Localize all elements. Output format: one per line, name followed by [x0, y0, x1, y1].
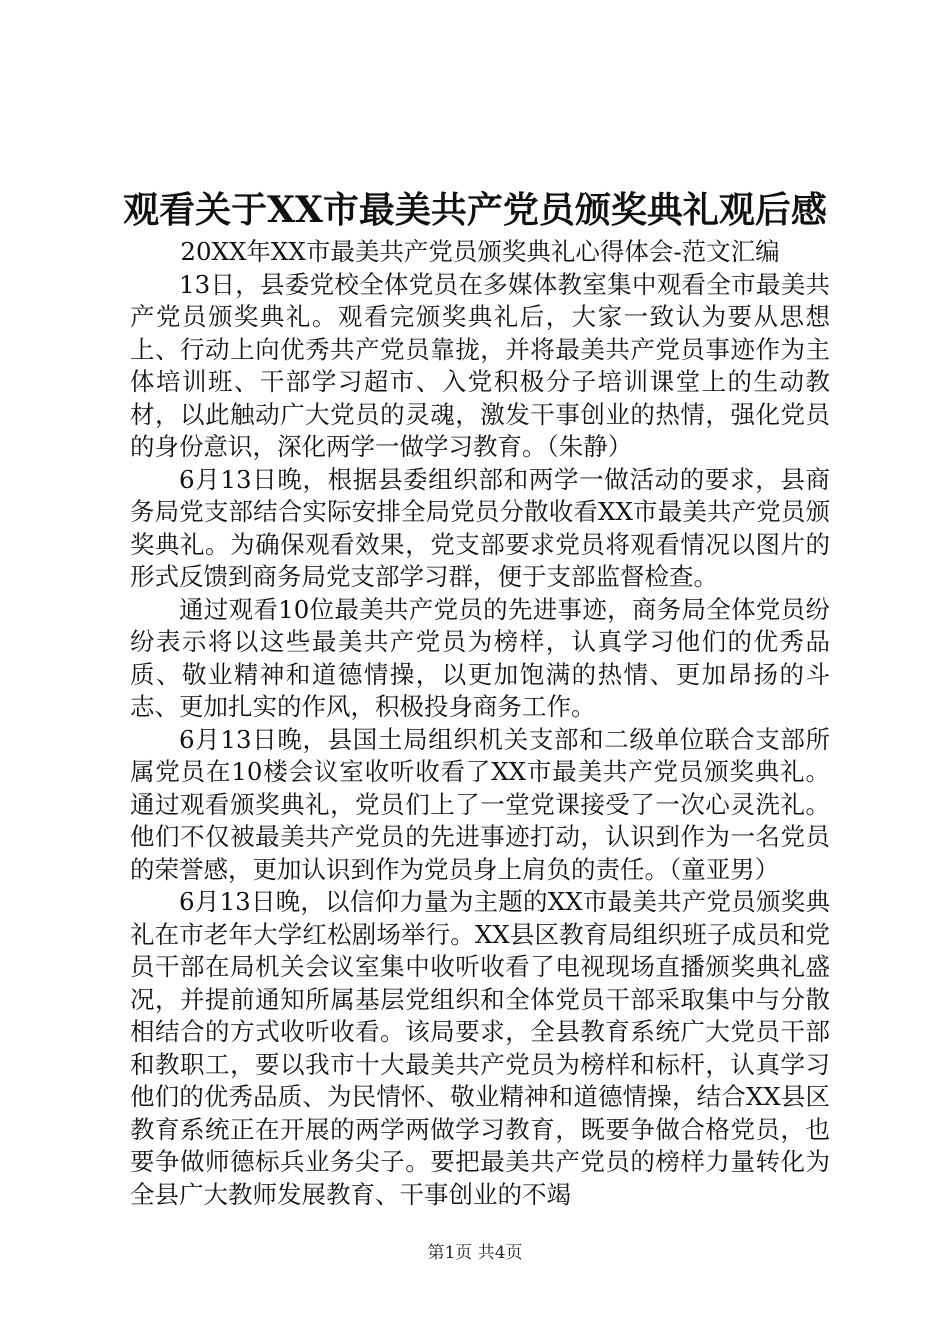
document-title: 观看关于XX市最美共产党员颁奖典礼观后感 — [123, 189, 827, 231]
paragraph-3: 通过观看10位最美共产党员的先进事迹，商务局全体党员纷纷表示将以这些最美共产党员为榜样，认真学习他们的优秀品质、敬业精神和道德情操，以更加饱满的热情、更加昂扬的斗志、更加扎实的作风，积极投身商务工作。 — [130, 594, 830, 721]
document-body — [130, 236, 830, 1211]
paragraph-1: 13日，县委党校全体党员在多媒体教室集中观看全市最美共产党员颁奖典礼。观看完颁奖典礼后，大家一致认为要从思想上、行动上向优秀共产党员靠拢，并将最美共产党员事迹作为主体培训班、干部学习超市、入党积极分子培训课堂上的生动教材，以此触动广大党员的灵魂，激发干事创业的热情，强化党员的身份意识，深化两学一做学习教育。（朱静） — [130, 269, 830, 461]
page-number-footer: 第1页 共4页 — [427, 1243, 523, 1263]
paragraph-2: 6月13日晚，根据县委组织部和两学一做活动的要求，县商务局党支部结合实际安排全局党员分散收看XX市最美共产党员颁奖典礼。为确保观看效果，党支部要求党员将观看情况以图片的形式反馈到商务局党支部学习群，便于支部监督检查。 — [130, 464, 830, 591]
paragraph-4: 6月13日晚，县国土局组织机关支部和二级单位联合支部所属党员在10楼会议室收听收看了XX市最美共产党员颁奖典礼。通过观看颁奖典礼，党员们上了一堂党课接受了一次心灵洗礼。他们不仅被最美共产党员的先进事迹打动，认识到作为一名党员的荣誉感，更加认识到作为党员身上肩负的责任。（童亚男） — [130, 724, 830, 884]
paragraph-5: 6月13日晚，以信仰力量为主题的XX市最美共产党员颁奖典礼在市老年大学红松剧场举行。XX县区教育局组织班子成员和党员干部在局机关会议室集中收听收看了电视现场直播颁奖典礼盛况，并提前通知所属基层党组织和全体党员干部采取集中与分散相结合的方式收听收看。该局要求，全县教育系统广大党员干部和教职工，要以我市十大最美共产党员为榜样和标杆，认真学习他们的优秀品质、为民情怀、敬业精神和道德情操，结合XX县区教育系统正在开展的两学两做学习教育，既要争做合格党员，也要争做师德标兵业务尖子。要把最美共产党员的榜样力量转化为全县广大教师发展教育、干事创业的不竭 — [130, 887, 830, 1209]
document-subtitle: 20XX年XX市最美共产党员颁奖典礼心得体会-范文汇编 — [180, 237, 780, 266]
